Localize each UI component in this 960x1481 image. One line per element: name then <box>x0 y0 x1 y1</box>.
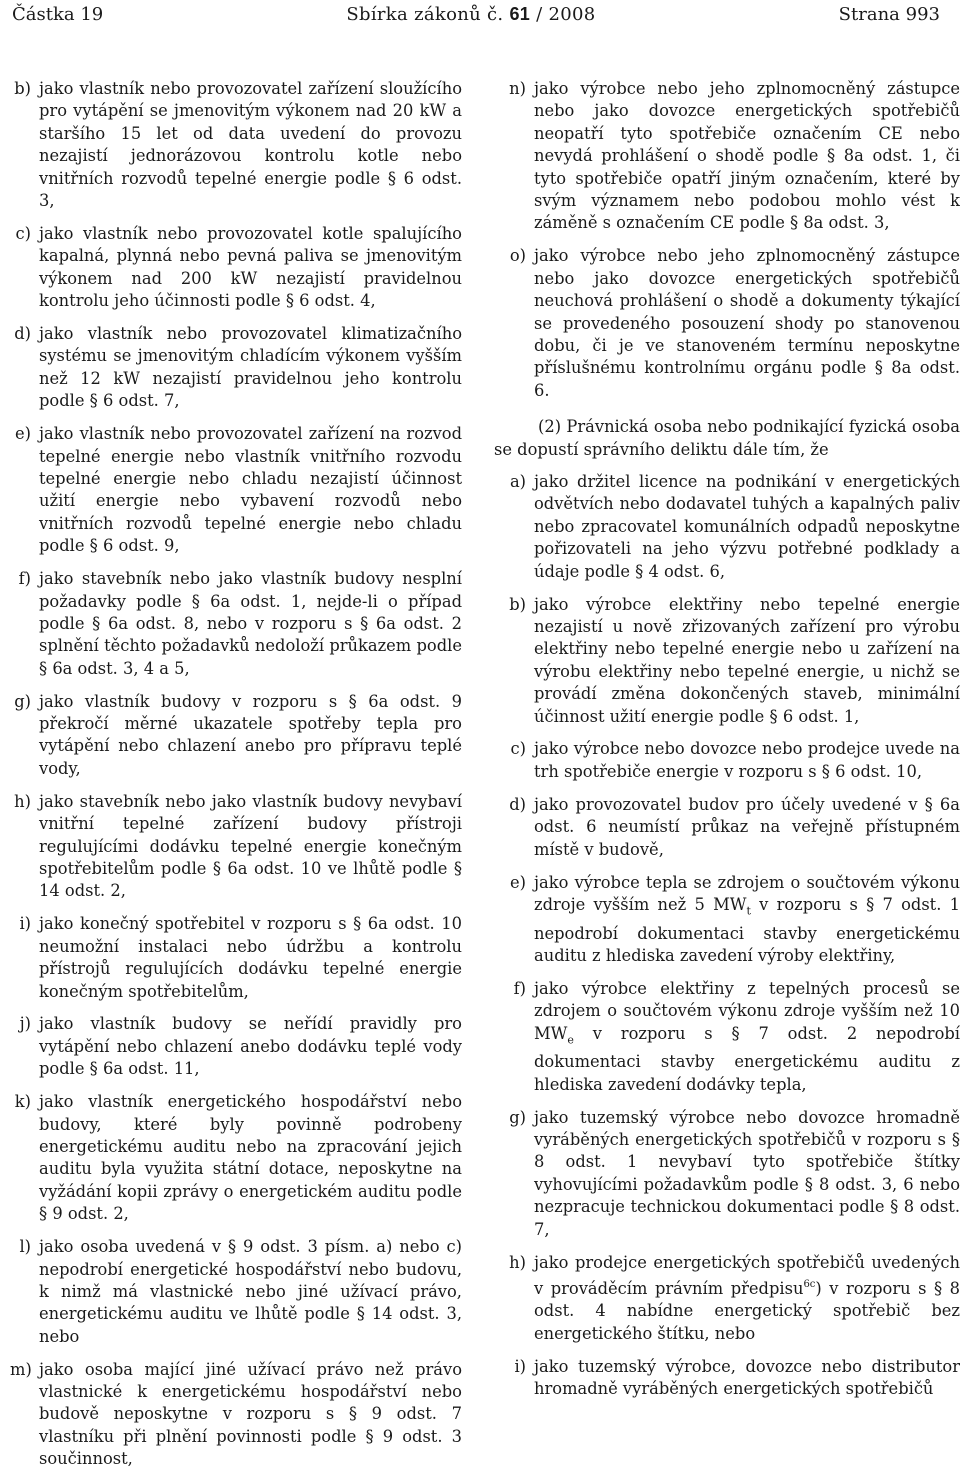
list-item <box>10 323 462 413</box>
item-letter: a) <box>509 472 526 491</box>
list-item <box>494 872 960 968</box>
item-text-part: v rozporu s § 7 odst. 1 nepodrobí dokumentaci stavby energetickému auditu z hlediska zavedení výroby elektřiny, <box>534 894 960 965</box>
item-letter: f) <box>18 569 31 589</box>
item-text: jako osoba mající jiné užívací právo než právo vlastnické k energetickému hospodářství nebo budově neposkytne v rozporu s § 9 odst. 7 vlastníku při plnění povinnosti podle § 9 odst. 3 součinnost, <box>39 1359 462 1469</box>
header-collection-title <box>346 4 595 25</box>
item-text: jako vlastník budovy se neřídí pravidly pro vytápění nebo chlazení anebo dodávku teplé vody podle § 6a odst. 11, <box>39 1014 462 1079</box>
item-text-part: jako výrobce elektřiny z tepelných procesů se zdrojem o součtovém výkonu zdroje vyšším než 10 MW <box>534 978 960 1043</box>
item-text: jako výrobce nebo jeho zplnomocněný zástupce nebo jako dovozce energetických spotřebičů neopatří tyto spotřebiče označením CE nebo nevydá prohlášení o shodě podle § 8a odst. 1, či tyto spotřebiče opatří jiným označením, které by svým významem nebo podobou mohlo vést k záměně s označením CE podle § 8a odst. 3, <box>534 79 960 233</box>
item-letter: m) <box>10 1359 32 1379</box>
list-item <box>494 1107 960 1241</box>
list-item <box>494 978 960 1096</box>
item-text-part: ) v rozporu s § 8 odst. 4 nabídne energetický spotřebič bez energetického štítku, nebo <box>534 1279 960 1343</box>
item-letter: h) <box>509 1252 526 1272</box>
item-letter: e) <box>510 872 526 892</box>
item-letter: c) <box>15 223 31 243</box>
item-letter: i) <box>19 914 31 934</box>
list-item <box>10 1236 462 1348</box>
list-item <box>10 791 462 903</box>
item-text: jako tuzemský výrobce nebo dovozce hromadně vyráběných energetických spotřebičů v rozporu s § 8 odst. 1 nevybaví tyto spotřebiče štítky vyhovujícími požadavkům podle § 8 odst. 3, 6 nebo nezpracuje technickou dokumentaci podle § 8 odst. 7, <box>534 1107 960 1239</box>
list-item <box>10 1091 462 1225</box>
item-text: jako tuzemský výrobce, dovozce nebo distributor hromadně vyráběných energetických spotřebičů <box>534 1356 960 1399</box>
item-text: jako vlastník energetického hospodářství nebo budovy, které byly povinně podrobeny energetickému auditu nebo na zpracování jejich auditu byla využita státní dotace, neposkytne na vyžádání kopii zprávy o energetickém auditu podle § 9 odst. 2, <box>39 1092 462 1224</box>
list-item <box>494 78 960 235</box>
header-law-number: 61 <box>509 4 531 24</box>
item-letter: h) <box>14 791 31 811</box>
item-text: jako výrobce elektřiny nebo tepelné energie nezajistí u nově zřizovaných zařízení pro výrobu elektřiny nebo tepelné energie nebo u zařízení na výrobu elektřiny nebo tepelné energie, u nichž se provádí změna dokončených staveb, minimální účinnost užití energie podle § 6 odst. 1, <box>534 594 960 726</box>
item-text-part: jako výrobce tepla se zdrojem o součtovém výkonu zdroje vyšším než 5 MW <box>534 872 960 914</box>
item-letter: b) <box>14 79 31 98</box>
list-item <box>494 738 960 783</box>
header-part-number: Částka 19 <box>12 4 104 25</box>
item-text: jako provozovatel budov pro účely uvedené v § 6a odst. 6 neumístí průkaz na veřejně přístupném místě v budově, <box>534 794 960 859</box>
item-letter: e) <box>15 424 31 444</box>
page-header <box>12 4 940 30</box>
list-item <box>10 1359 462 1471</box>
unit-subscript: t <box>746 904 751 918</box>
list-item <box>494 471 960 583</box>
item-letter: o) <box>509 246 526 266</box>
footnote-ref: 6c <box>803 1279 816 1290</box>
item-text: jako výrobce nebo dovozce nebo prodejce uvede na trh spotřebiče energie v rozporu s § 6 odst. 10, <box>534 739 960 781</box>
list-item <box>10 1013 462 1080</box>
item-letter: f) <box>513 978 526 998</box>
right-items-bottom <box>494 471 960 1401</box>
header-collection-prefix: Sbírka zákonů č. <box>346 4 504 25</box>
list-item <box>10 568 462 680</box>
item-text: jako stavebník nebo jako vlastník budovy nesplní požadavky podle § 6a odst. 1, nejde-li o případ podle § 6a odst. 8, nebo v rozporu s § 6a odst. 2 splnění těchto požadavků nedoloží průkazem podle § 6a odst. 3, 4 a 5, <box>39 569 462 678</box>
list-item <box>10 223 462 313</box>
right-column <box>494 78 960 1411</box>
item-text-part: jako prodejce energetických spotřebičů uvedených v prováděcím právním předpisu <box>534 1252 960 1298</box>
item-letter: d) <box>509 794 526 814</box>
unit-subscript: e <box>567 1032 574 1046</box>
header-page-number: Strana 993 <box>838 4 940 25</box>
right-items-top <box>494 78 960 402</box>
item-letter: g) <box>14 691 31 711</box>
item-text: jako stavebník nebo jako vlastník budovy nevybaví vnitřní tepelné zařízení budovy přístroji regulujícími dodávku tepelné energie konečným spotřebitelům podle § 6a odst. 10 ve lhůtě podle § 14 odst. 2, <box>39 791 462 901</box>
item-letter: c) <box>510 739 526 759</box>
item-letter: d) <box>14 324 31 344</box>
item-text: jako vlastník budovy v rozporu s § 6a odst. 9 překročí měrné ukazatele spotřeby tepla pro vytápění nebo chlazení anebo pro přípravu teplé vody, <box>39 691 462 778</box>
list-item <box>10 913 462 1003</box>
header-collection-year: / 2008 <box>536 4 596 25</box>
item-text: jako vlastník nebo provozovatel zařízení sloužícího pro vytápění se jmenovitým výkonem nad 20 kW a staršího 15 let od data uvedení do provozu nezajistí jednorázovou kontrolu kotle nebo vnitřních rozvodů tepelné energie podle § 6 odst. 3, <box>39 79 462 211</box>
item-text <box>534 978 960 1096</box>
item-text <box>534 1252 960 1346</box>
list-item <box>10 423 462 557</box>
item-letter: l) <box>19 1237 31 1257</box>
item-text: jako vlastník nebo provozovatel kotle spalujícího kapalná, plynná nebo pevná paliva se jmenovitým výkonem nad 200 kW nezajistí pravidelnou kontrolu jeho účinnosti podle § 6 odst. 4, <box>39 223 462 311</box>
item-text: jako držitel licence na podnikání v energetických odvětvích nebo dodavatel tuhých a kapalných paliv nebo zpracovatel komunálních odpadů neposkytne pořizovateli na jeho výzvu potřebné podklady a údaje podle § 4 odst. 6, <box>534 472 960 581</box>
item-text: jako vlastník nebo provozovatel zařízení na rozvod tepelné energie nebo vlastník vnitřního rozvodu tepelné energie nebo chladu nezajistí účinnost užití energie nebo vybavení rozvodů nebo vnitřních rozvodů tepelné energie nebo chladu podle § 6 odst. 9, <box>39 424 462 556</box>
item-letter: i) <box>514 1356 526 1376</box>
item-text: jako výrobce nebo jeho zplnomocněný zástupce nebo jako dovozce energetických spotřebičů neuchová prohlášení o shodě a dokumenty týkající se provedeného posouzení shody po stanovenou dobu, či je ve stanoveném termínu neposkytne příslušnému kontrolnímu orgánu podle § 8a odst. 6. <box>534 246 960 400</box>
list-item <box>10 78 462 212</box>
item-text: jako konečný spotřebitel v rozporu s § 6a odst. 10 neumožní instalaci nebo údržbu a kontrolu přístrojů regulujících dodávku tepelné energie konečným spotřebitelům, <box>39 914 462 1001</box>
item-letter: g) <box>509 1107 526 1127</box>
list-item <box>494 594 960 728</box>
item-text-part: v rozporu s § 7 odst. 2 nepodrobí dokumentaci stavby energetickému auditu z hlediska zavedení dodávky tepla, <box>534 1023 960 1094</box>
item-text: jako osoba uvedená v § 9 odst. 3 písm. a) nebo c) nepodrobí energetické hospodářství nebo budovu, k nimž má vlastnické nebo jiné užívací právo, energetickému auditu ve lhůtě podle § 14 odst. 3, nebo <box>39 1237 462 1346</box>
item-letter: j) <box>19 1014 31 1034</box>
list-item <box>10 691 462 781</box>
item-text: jako vlastník nebo provozovatel klimatizačního systému se jmenovitým chladícím výkonem vyšším než 12 kW nezajistí pravidelnou jeho kontrolu podle § 6 odst. 7, <box>39 324 462 411</box>
list-item <box>494 1252 960 1346</box>
item-letter: k) <box>14 1092 31 1112</box>
left-column <box>10 78 462 1481</box>
item-text <box>534 872 960 968</box>
list-item <box>494 1356 960 1401</box>
item-letter: n) <box>509 79 526 98</box>
list-item <box>494 245 960 402</box>
item-letter: b) <box>509 594 526 614</box>
list-item <box>494 794 960 861</box>
paragraph-2: (2) Právnická osoba nebo podnikající fyzická osoba se dopustí správního deliktu dále tím, že <box>494 417 960 459</box>
